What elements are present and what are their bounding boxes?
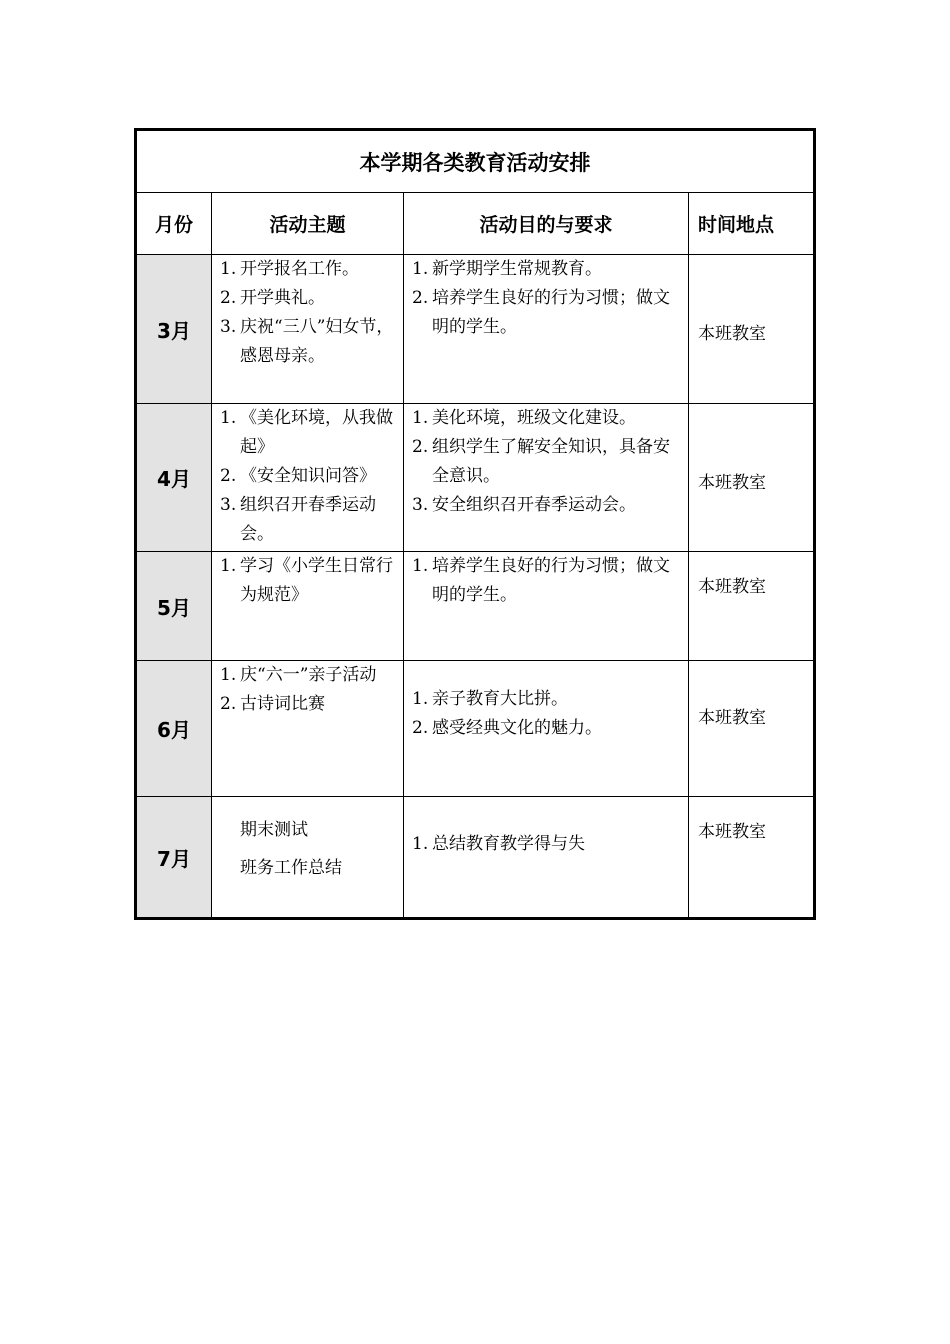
table-row [136,552,815,661]
month-cell: 3月 [136,255,212,404]
purpose-cell [404,797,689,919]
month-cell: 4月 [136,404,212,552]
list-item: 1. 美化环境，班级文化建设。 [412,408,636,428]
theme-cell [212,797,404,919]
place-cell: 本班教室 [689,552,815,661]
purpose-cell [404,404,689,552]
purpose-cell [404,255,689,404]
place-cell: 本班教室 [689,661,815,797]
theme-cell [212,661,404,797]
place-cell: 本班教室 [689,255,815,404]
header-row [136,193,815,255]
list-item: 2. 开学典礼。 [220,288,325,308]
table-row [136,255,815,404]
list-item: 1. 亲子教育大比拼。 [412,689,568,709]
title-row [136,130,815,193]
place-cell: 本班教室 [689,404,815,552]
list-item: 3. 组织召开春季运动会。 [220,495,376,544]
place-cell: 本班教室 [689,797,815,919]
theme-cell [212,552,404,661]
theme-cell [212,255,404,404]
activity-schedule-table [134,128,816,920]
list-item: 1. 新学期学生常规教育。 [412,259,602,279]
table-row [136,797,815,919]
table-row [136,661,815,797]
list-item: 1. 庆“六一”亲子活动 [220,665,377,685]
list-item: 1. 《美化环境，从我做起》 [220,408,393,457]
list-item: 班务工作总结 [240,858,342,878]
list-item: 1. 学习《小学生日常行为规范》 [220,556,393,605]
purpose-cell [404,661,689,797]
list-item: 2. 组织学生了解安全知识，具备安全意识。 [412,437,670,486]
table-title: 本学期各类教育活动安排 [136,130,815,193]
list-item: 1. 开学报名工作。 [220,259,359,279]
purpose-cell [404,552,689,661]
header-purpose: 活动目的与要求 [404,193,689,255]
list-item: 2. 《安全知识问答》 [220,466,376,486]
table-row [136,404,815,552]
month-cell: 5月 [136,552,212,661]
header-theme: 活动主题 [212,193,404,255]
list-item: 2. 古诗词比赛 [220,694,325,714]
list-item: 3. 安全组织召开春季运动会。 [412,495,636,515]
list-item: 2. 感受经典文化的魅力。 [412,718,602,738]
list-item: 期末测试 [240,820,308,840]
month-cell: 7月 [136,797,212,919]
header-month: 月份 [136,193,212,255]
list-item: 1. 总结教育教学得与失 [412,834,585,854]
month-cell: 6月 [136,661,212,797]
list-item: 2. 培养学生良好的行为习惯；做文明的学生。 [412,288,670,337]
header-place: 时间地点 [689,193,815,255]
theme-cell [212,404,404,552]
list-item: 3. 庆祝“三八”妇女节，感恩母亲。 [220,317,394,366]
list-item: 1. 培养学生良好的行为习惯；做文明的学生。 [412,556,670,605]
